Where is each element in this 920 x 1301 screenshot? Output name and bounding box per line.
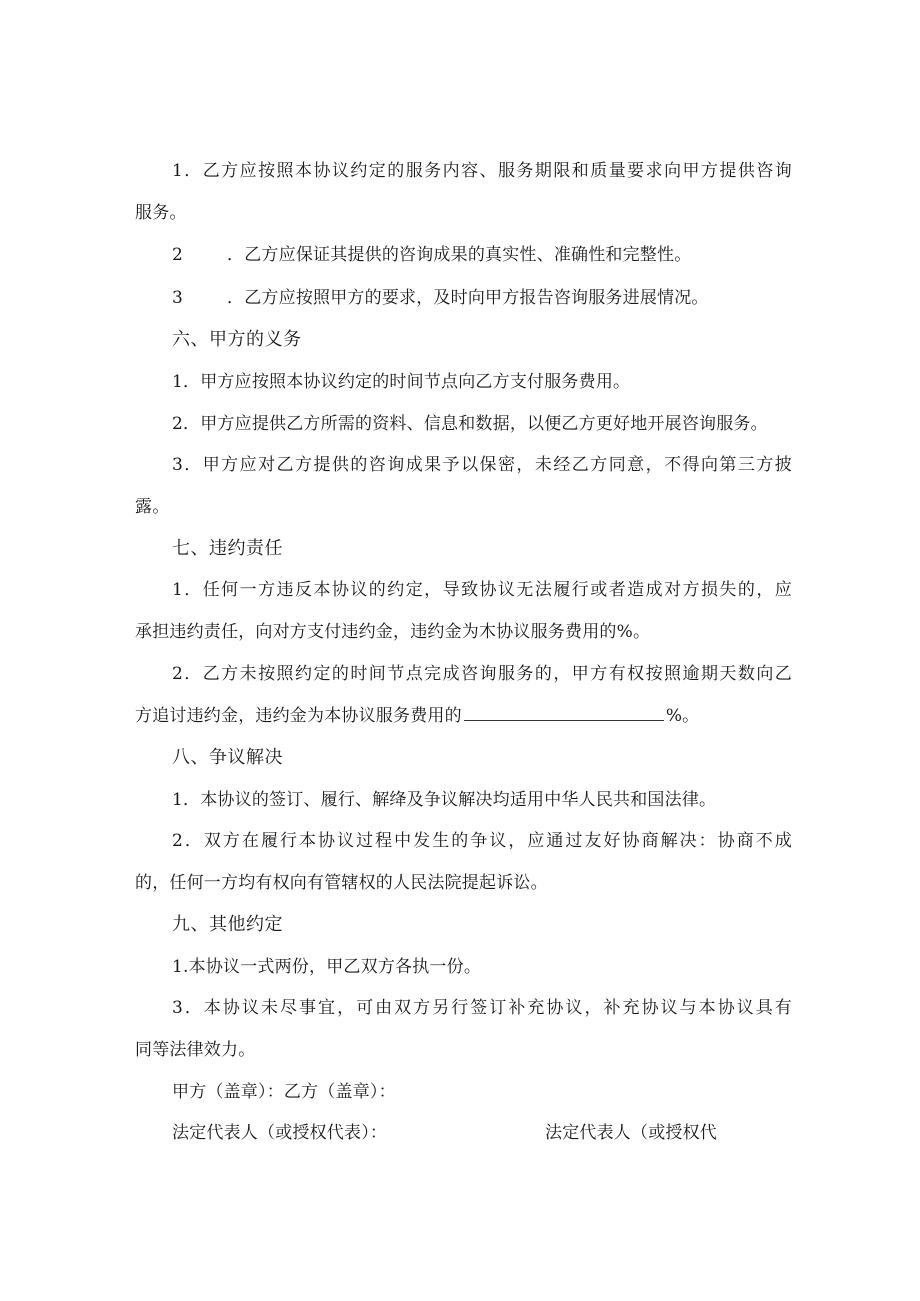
s6-item3-line2: 露。 xyxy=(135,497,170,517)
s7-item2-line2 xyxy=(135,704,815,728)
s5-item2 xyxy=(172,243,852,267)
seal-line: 甲方（盖章）：乙方（盖章）： xyxy=(172,1082,396,1102)
fill-in-blank xyxy=(464,704,664,721)
s7-item2-line1: 2．乙方未按照约定的时间节点完成咨询服务的，甲方有权按照逾期天数向乙 xyxy=(172,664,792,684)
s9-item3-line1: 3．本协议未尽事宜，可由双方另行签订补充协议，补充协议与本协议具有 xyxy=(172,998,792,1018)
section9-title: 九、其他约定 xyxy=(172,914,283,935)
s5-item1-line1: 1．乙方应按照本协议约定的服务内容、服务期限和质量要求向甲方提供咨询 xyxy=(172,161,792,181)
section8-title: 八、争议解决 xyxy=(172,747,283,768)
s7-item1-line1: 1．任何一方违反本协议的约定，导致协议无法履行或者造成对方损失的，应 xyxy=(172,580,792,600)
s8-item2-line2: 的，任何一方均有权向有管辖权的人民法院提起诉讼。 xyxy=(135,873,548,893)
s7-item2-line2-prefix: 方追讨违约金，违约金为本协议服务费用的 xyxy=(135,706,462,726)
s6-item1: 1．甲方应按照本协议约定的时间节点向乙方支付服务费用。 xyxy=(172,372,631,392)
section7-title: 七、违约责任 xyxy=(172,538,283,559)
s5-item1-line2: 服务。 xyxy=(135,203,187,223)
s5-item3-text: ．乙方应按照甲方的要求，及时向甲方报告咨询服务进展情况。 xyxy=(227,288,709,308)
s8-item2-line1: 2．双方在履行本协议过程中发生的争议，应通过友好协商解决：协商不成 xyxy=(172,831,792,851)
section6-title: 六、甲方的义务 xyxy=(172,329,302,350)
s9-item1: 1.本协议一式两份，甲乙双方各执一份。 xyxy=(172,957,482,977)
s8-item1: 1．本协议的签订、履行、解绛及争议解决均适用中华人民共和国法律。 xyxy=(172,790,717,810)
s9-item3-line2: 同等法律效力。 xyxy=(135,1040,256,1060)
s5-item2-num: 2 xyxy=(172,245,184,265)
s7-item2-line2-suffix: %。 xyxy=(665,706,700,726)
s6-item2: 2．甲方应提供乙方所需的资料、信息和数据，以便乙方更好地开展咨询服务。 xyxy=(172,414,768,434)
s5-item2-text: ．乙方应保证其提供的咨询成果的真实性、准确性和完整性。 xyxy=(227,245,692,265)
s5-item3-num: 3 xyxy=(172,288,184,308)
legal-rep-b: 法定代表人（或授权代 xyxy=(545,1123,717,1143)
s5-item3 xyxy=(172,286,852,310)
s6-item3-line1: 3．甲方应对乙方提供的咨询成果予以保密，未经乙方同意，不得向第三方披 xyxy=(172,455,792,475)
legal-rep-a: 法定代表人（或授权代表）： xyxy=(172,1123,388,1143)
s7-item1-line2: 承担违约责任，向对方支付违约金，违约金为木协议服务费用的%。 xyxy=(135,622,651,642)
